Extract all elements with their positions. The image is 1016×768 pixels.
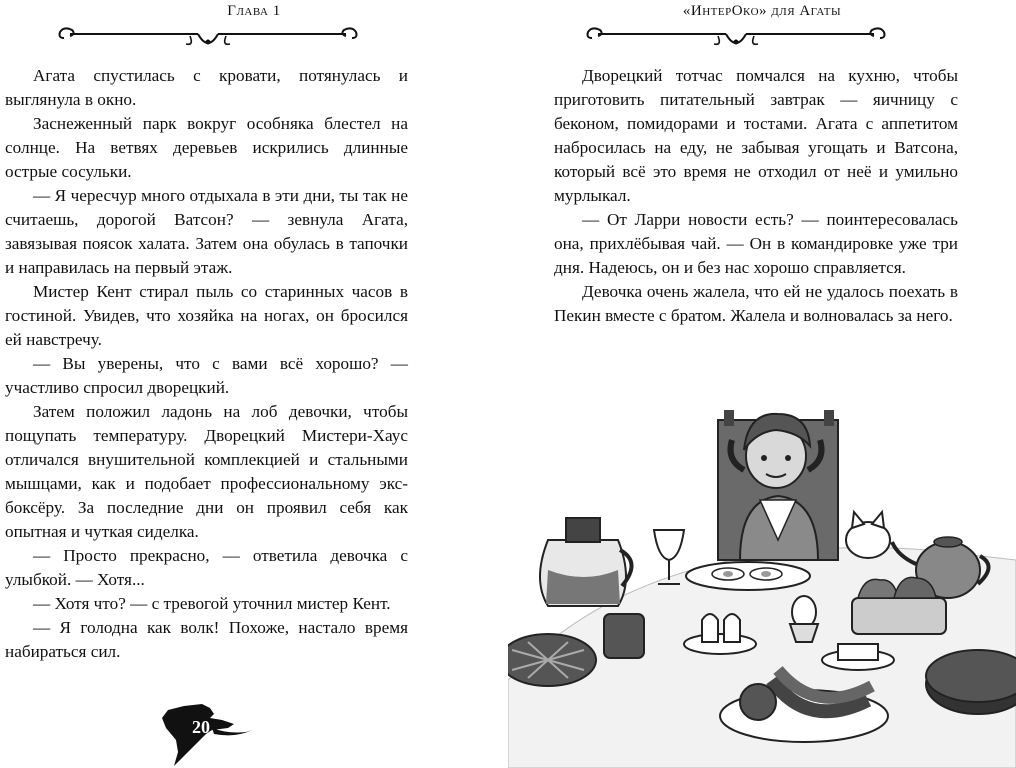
- paragraph: — От Ларри новости есть? — поинтересовалась она, прихлёбывая чай. — Он в командировке уже три дня. Надеюсь, он и без нас хорошо справляется.: [554, 210, 958, 277]
- paragraph: Дворецкий тотчас помчался на кухню, чтобы приготовить питательный завтрак — яичницу с беконом, помидорами и тостами. Агата с аппетитом набросилась на еду, не забывая угощать и Ватсона, который всё это время не отходил от неё и умильно мурлыкал.: [554, 66, 958, 205]
- paragraph: — Хотя что? — с тревогой уточнил мистер Кент.: [33, 594, 391, 613]
- body-text-right: [554, 64, 958, 328]
- running-header-left: Глава 1: [227, 3, 281, 19]
- paragraph: Агата спустилась с кровати, потянулась и выглянула в окно.: [5, 66, 408, 109]
- body-text-left: [5, 64, 408, 664]
- bread-basket-icon: [852, 577, 946, 634]
- header-ornament-right: [586, 22, 886, 56]
- header-ornament-left: [58, 22, 358, 56]
- plate-with-eggs-icon: [686, 562, 810, 590]
- paragraph: Мистер Кент стирал пыль со старинных часов в гостиной. Увидев, что хозяйка на ногах, он бросился ей навстречу.: [5, 282, 408, 349]
- breakfast-illustration: [508, 380, 1016, 768]
- paragraph: — Я голодна как волк! Похоже, настало время набираться сил.: [5, 618, 408, 661]
- egg-cup-icon: [790, 596, 818, 642]
- pie-icon: [508, 634, 596, 686]
- page-number-badge: [148, 704, 258, 768]
- paragraph: — Вы уверены, что с вами всё хорошо? — участливо спросил дворецкий.: [5, 354, 408, 397]
- coffee-pot-icon: [540, 518, 632, 606]
- paragraph: Затем положил ладонь на лоб девочки, чтобы пощупать температуру. Дворецкий Мистери-Хаус отличался внушительной комплекцией и стальными мышцами, как и подобает профессиональному экс-боксёру. За последние дни он проявил себя как опытная и чуткая сиделка.: [5, 402, 408, 541]
- jam-jar-icon: [604, 614, 644, 658]
- paragraph: — Просто прекрасно, — ответила девочка с улыбкой. — Хотя...: [5, 546, 408, 589]
- paragraph: Заснеженный парк вокруг особняка блестел на солнце. На ветвях деревьев искрились длинные острые сосульки.: [5, 114, 408, 181]
- right-page: [508, 0, 1016, 768]
- paragraph: Девочка очень жалела, что ей не удалось поехать в Пекин вместе с братом. Жалела и волновалась за него.: [554, 282, 958, 325]
- cat-icon: [846, 512, 890, 558]
- cake-icon: [926, 650, 1016, 714]
- running-header-right: «ИнтерОко» для Агаты: [682, 3, 842, 19]
- page-number: 20: [192, 717, 210, 737]
- paragraph: — Я чересчур много отдыхала в эти дни, ты так не считаешь, дорогой Ватсон? — зевнула Агата, завязывая поясок халата. Затем она обулась в тапочки и направилась на первый этаж.: [5, 186, 408, 277]
